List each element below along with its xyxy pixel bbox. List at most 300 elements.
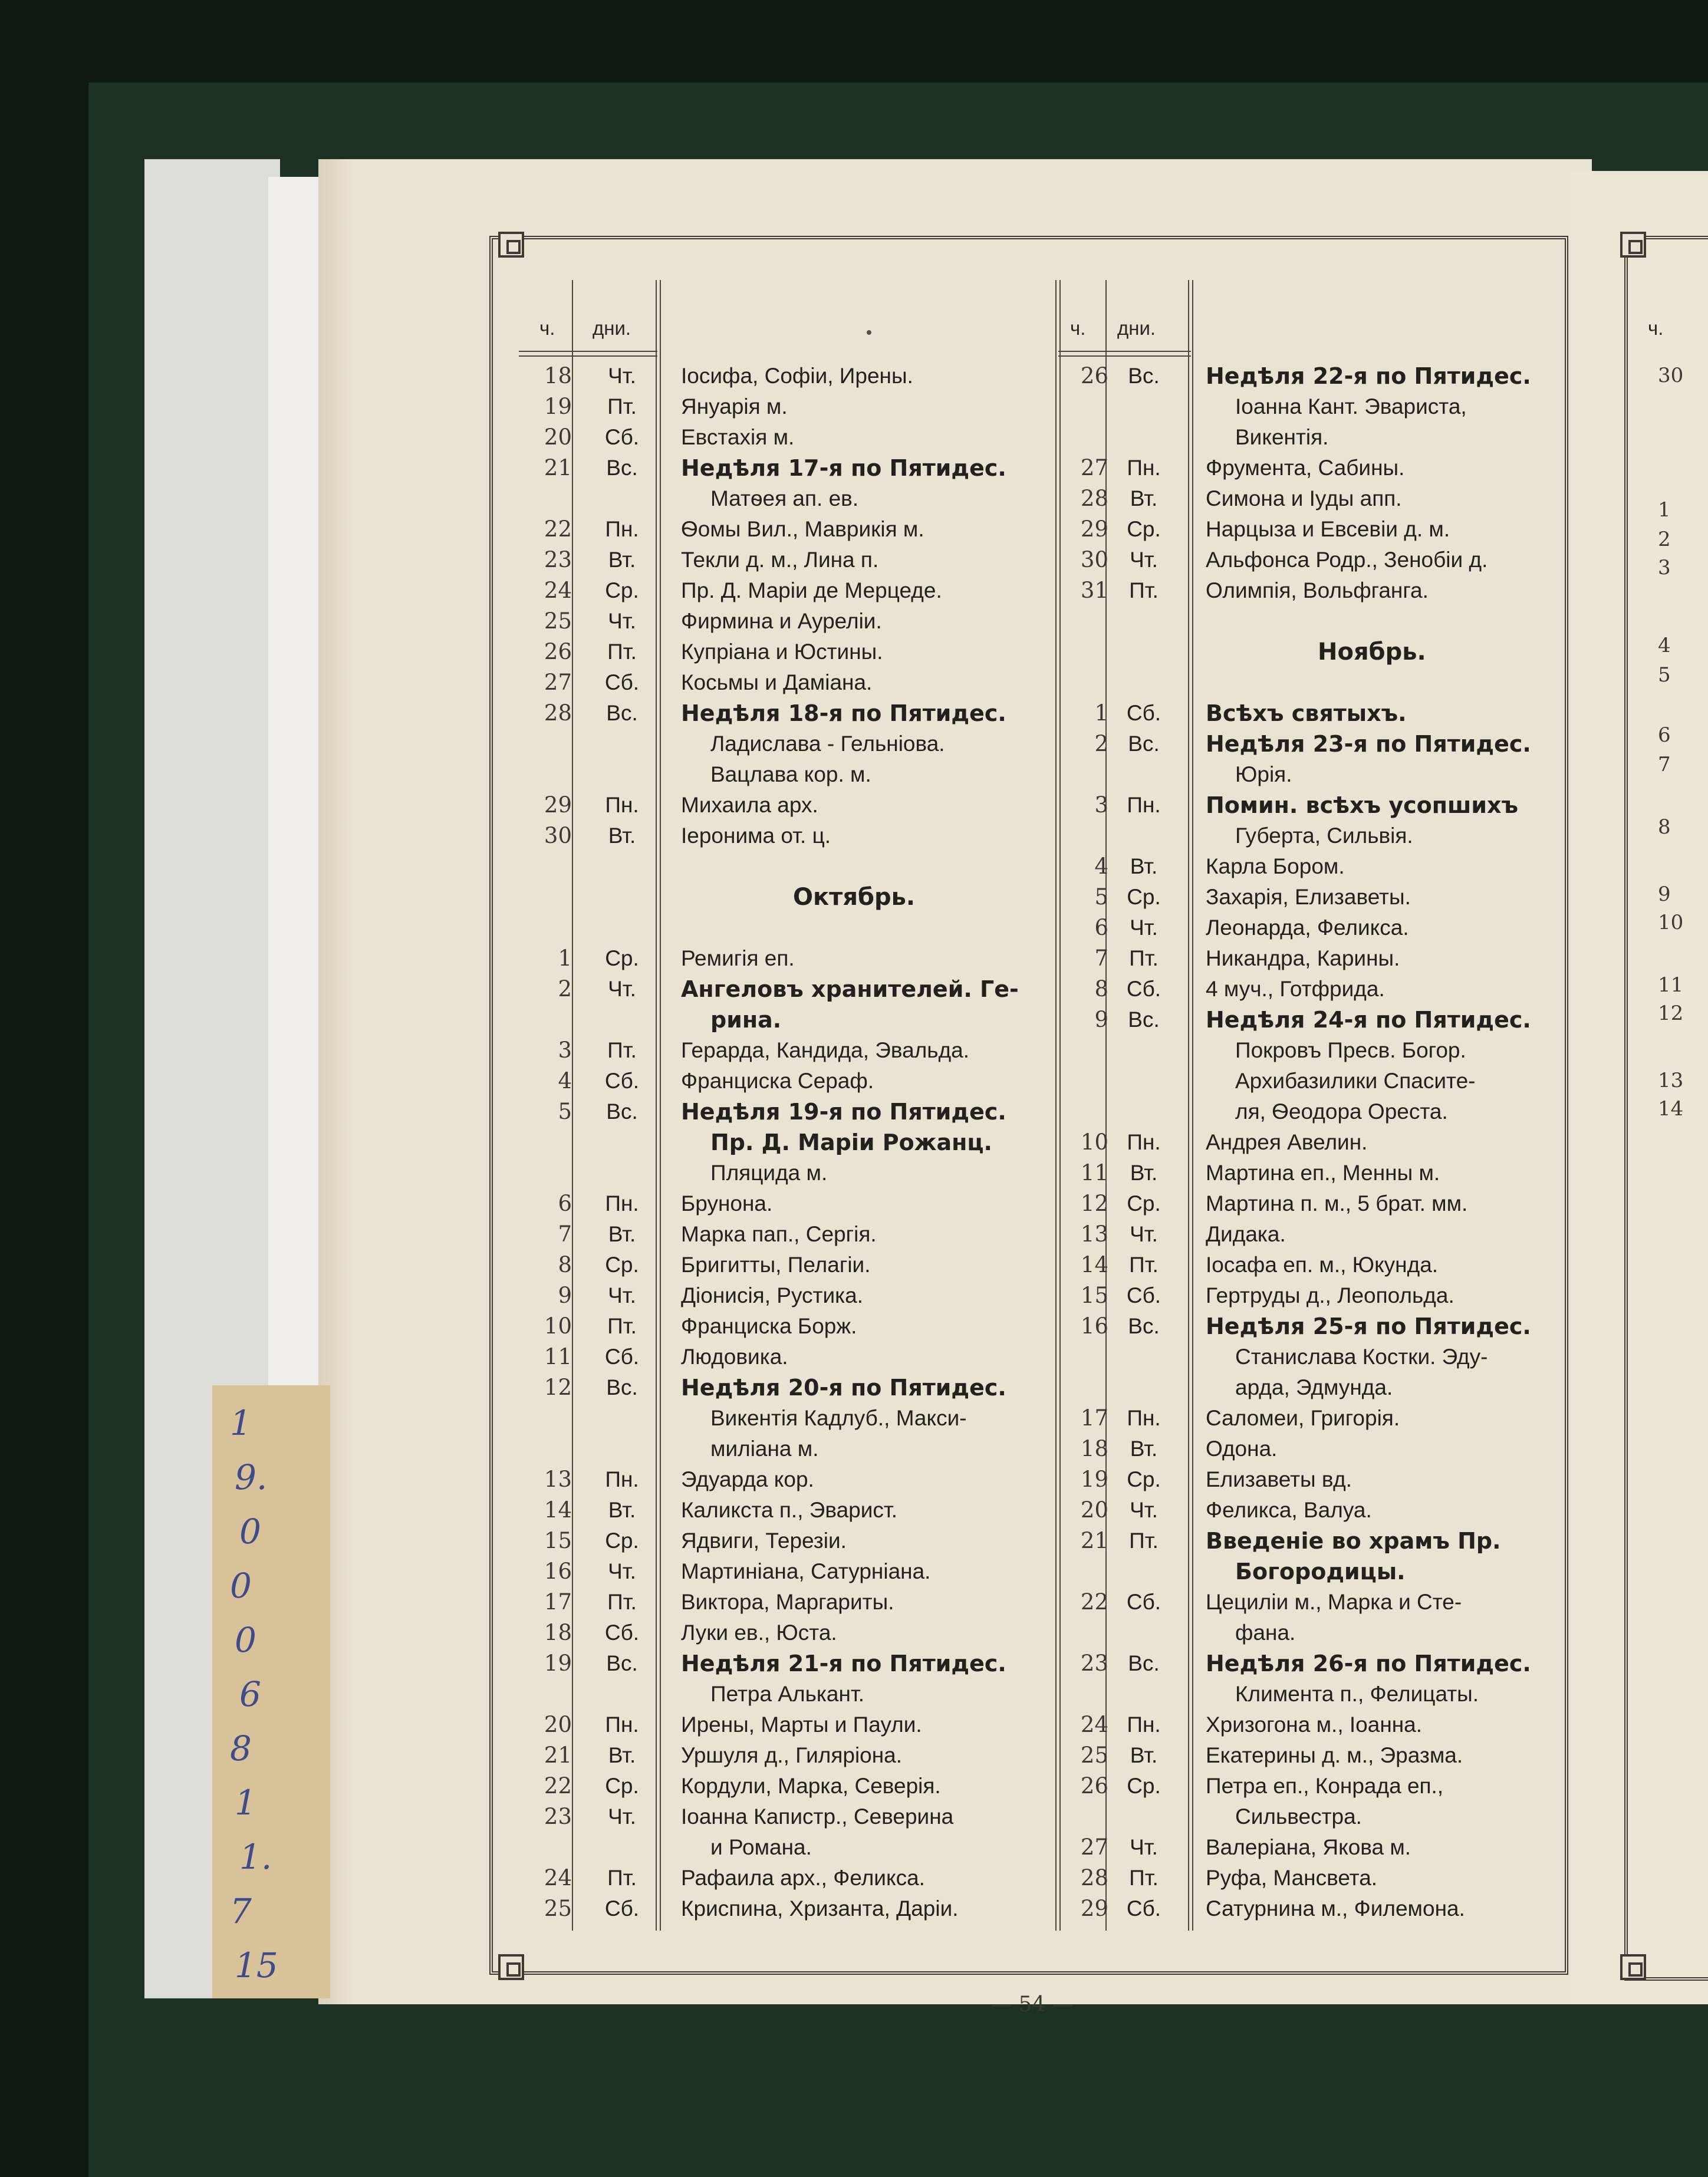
day-number: 22 xyxy=(1080,1589,1108,1615)
calendar-row xyxy=(519,790,1049,821)
handwritten-note-slip xyxy=(212,1385,330,1998)
calendar-row xyxy=(519,943,1049,974)
saint-entry: Саломеи, Григорія. xyxy=(1206,1406,1400,1430)
weekday: Вс. xyxy=(1128,1651,1160,1675)
saint-entry: Косьмы и Даміана. xyxy=(681,670,873,694)
day-number: 27 xyxy=(1080,1835,1108,1860)
saint-entry: Ядвиги, Терезіи. xyxy=(681,1529,847,1553)
weekday: Вс. xyxy=(606,1375,638,1399)
calendar-row xyxy=(1061,790,1574,821)
calendar-row xyxy=(1061,913,1574,943)
saint-entry: Пляцида м. xyxy=(710,1161,828,1185)
calendar-row xyxy=(519,637,1049,667)
calendar-row xyxy=(1061,453,1574,483)
calendar-row xyxy=(519,667,1049,698)
day-number: 6 xyxy=(1094,915,1108,940)
next-page-day-number: 12 xyxy=(1658,1002,1684,1025)
day-number: 30 xyxy=(1080,547,1108,572)
month-heading xyxy=(1061,637,1574,667)
weekday: Вс. xyxy=(1128,1007,1160,1032)
saint-entry: Всѣхъ святыхъ. xyxy=(1206,700,1407,726)
next-page-day-number: 7 xyxy=(1658,753,1671,776)
saint-entry: Альфонса Родр., Зенобіи д. xyxy=(1206,548,1488,572)
day-number: 7 xyxy=(558,1221,572,1247)
saint-entry: Андрея Авелин. xyxy=(1206,1130,1368,1154)
weekday: Сб. xyxy=(604,425,640,449)
frame-corner-ornament xyxy=(1620,1954,1646,1980)
day-number: 11 xyxy=(1080,1160,1108,1185)
saint-entry: Януарія м. xyxy=(681,394,788,419)
calendar-row xyxy=(519,545,1049,575)
weekday: Пт. xyxy=(1129,946,1159,970)
calendar-row xyxy=(1061,1372,1574,1403)
calendar-row xyxy=(519,1710,1049,1740)
calendar-row xyxy=(1061,1280,1574,1311)
saint-entry: Сильвестра. xyxy=(1235,1804,1362,1829)
day-number: 31 xyxy=(1080,578,1108,603)
next-page-day-number: 3 xyxy=(1658,556,1671,579)
day-number: 22 xyxy=(544,1773,572,1799)
right-calendar-column xyxy=(1061,361,1574,1924)
handwritten-digit: 6 xyxy=(239,1674,261,1714)
weekday: Пн. xyxy=(1127,1712,1161,1737)
weekday: Вс. xyxy=(606,701,638,725)
weekday: Пт. xyxy=(1129,1866,1159,1890)
weekday: Вс. xyxy=(1128,732,1160,756)
weekday: Ср. xyxy=(605,1774,639,1798)
calendar-row xyxy=(1061,759,1574,790)
day-number: 9 xyxy=(558,1283,572,1308)
calendar-row xyxy=(1061,882,1574,913)
calendar-row xyxy=(519,391,1049,422)
saint-entry: Каликста п., Эварист. xyxy=(681,1498,898,1522)
saint-entry: Діонисія, Рустика. xyxy=(681,1283,864,1307)
day-number: 19 xyxy=(544,1651,572,1676)
day-number: 1 xyxy=(558,946,572,971)
day-number: 25 xyxy=(1080,1743,1108,1768)
day-number: 24 xyxy=(1080,1712,1108,1737)
weekday: Вт. xyxy=(1130,1161,1158,1185)
day-number: 25 xyxy=(544,1896,572,1921)
day-number: 14 xyxy=(1080,1252,1108,1277)
calendar-row xyxy=(519,1250,1049,1280)
calendar-row xyxy=(519,1863,1049,1893)
frame-corner-ornament xyxy=(498,232,524,258)
weekday: Ср. xyxy=(1127,1467,1161,1491)
day-number: 9 xyxy=(1094,1007,1108,1032)
day-number: 5 xyxy=(1094,884,1108,910)
weekday: Чт. xyxy=(1130,548,1158,572)
calendar-row xyxy=(1061,1679,1574,1710)
saint-entry: Брунона. xyxy=(681,1191,773,1216)
day-number: 10 xyxy=(544,1313,572,1339)
saint-entry: Мартиніана, Сатурніана. xyxy=(681,1559,931,1583)
saint-entry: Станислава Костки. Эду- xyxy=(1235,1345,1488,1369)
weekday: Пн. xyxy=(605,1191,639,1216)
saint-entry: Купріана и Юстины. xyxy=(681,640,883,664)
weekday: Ср. xyxy=(605,1253,639,1277)
calendar-row xyxy=(519,1464,1049,1495)
weekday: Вс. xyxy=(606,1651,638,1675)
calendar-row xyxy=(519,729,1049,759)
calendar-row xyxy=(519,698,1049,729)
weekday: Пн. xyxy=(1127,793,1161,817)
saint-entry: Криспина, Хризанта, Даріи. xyxy=(681,1896,959,1921)
calendar-row xyxy=(1061,1219,1574,1250)
saint-entry: Пр. Д. Маріи де Мерцеде. xyxy=(681,578,942,602)
day-number: 24 xyxy=(544,578,572,603)
saint-entry: Дидака. xyxy=(1206,1222,1286,1246)
saint-entry: фана. xyxy=(1235,1621,1296,1645)
saint-entry: Недѣля 18-я по Пятидес. xyxy=(681,700,1006,726)
saint-entry: Валеріана, Якова м. xyxy=(1206,1835,1411,1859)
saint-entry: миліана м. xyxy=(710,1437,819,1461)
saint-entry: 4 муч., Готфрида. xyxy=(1206,977,1385,1001)
day-number: 26 xyxy=(544,639,572,664)
day-number: 16 xyxy=(1080,1313,1108,1339)
weekday: Ср. xyxy=(605,946,639,970)
weekday: Пт. xyxy=(1129,1253,1159,1277)
calendar-row xyxy=(519,1618,1049,1648)
saint-entry: Марка пап., Сергія. xyxy=(681,1222,877,1246)
saint-entry: Хризогона м., Іоанна. xyxy=(1206,1712,1423,1737)
calendar-row xyxy=(519,1219,1049,1250)
saint-entry: Симона и Іуды апп. xyxy=(1206,486,1402,511)
day-number: 17 xyxy=(544,1589,572,1615)
saint-entry: Фрумента, Сабины. xyxy=(1206,456,1405,480)
handwritten-digit: 0 xyxy=(230,1566,252,1606)
day-number: 24 xyxy=(544,1865,572,1891)
weekday: Пн. xyxy=(605,1467,639,1491)
calendar-row xyxy=(519,1740,1049,1771)
saint-entry: Ѳомы Вил., Маврикія м. xyxy=(681,517,924,541)
header-days-right: дни. xyxy=(1117,317,1156,339)
saint-entry: Недѣля 25-я по Пятидес. xyxy=(1206,1313,1531,1339)
day-number: 10 xyxy=(1080,1129,1108,1155)
calendar-row xyxy=(1061,729,1574,759)
calendar-row xyxy=(1061,1250,1574,1280)
next-page-day-number: 8 xyxy=(1658,815,1671,839)
saint-entry: Пр. Д. Маріи Рожанц. xyxy=(710,1129,992,1155)
saint-entry: Петра еп., Конрада еп., xyxy=(1206,1774,1444,1798)
day-number: 23 xyxy=(1080,1651,1108,1676)
calendar-row xyxy=(519,361,1049,391)
weekday: Вс. xyxy=(1128,1314,1160,1338)
weekday: Вт. xyxy=(608,1222,636,1246)
calendar-row xyxy=(519,1035,1049,1066)
handwritten-digit: 1 xyxy=(235,1783,256,1823)
weekday: Пн. xyxy=(1127,1130,1161,1154)
weekday: Ср. xyxy=(605,578,639,602)
handwritten-digit: 0 xyxy=(235,1620,256,1660)
calendar-row xyxy=(1061,667,1574,698)
saint-entry: Ремигія еп. xyxy=(681,946,795,970)
saint-entry: Недѣля 21-я по Пятидес. xyxy=(681,1651,1006,1677)
weekday: Пт. xyxy=(607,1038,637,1062)
calendar-row xyxy=(519,851,1049,882)
day-number: 7 xyxy=(1094,946,1108,971)
day-number: 4 xyxy=(558,1068,572,1094)
day-number: 29 xyxy=(1080,1896,1108,1921)
handwritten-digit: 9. xyxy=(235,1457,268,1497)
calendar-row xyxy=(519,1280,1049,1311)
weekday: Сб. xyxy=(604,1896,640,1921)
day-number: 18 xyxy=(544,363,572,388)
day-number: 23 xyxy=(544,547,572,572)
weekday: Вт. xyxy=(1130,1743,1158,1767)
weekday: Вт. xyxy=(608,548,636,572)
calendar-row xyxy=(1061,1096,1574,1127)
day-number: 27 xyxy=(544,670,572,695)
saint-entry: Матѳея ап. ев. xyxy=(710,486,859,511)
day-number: 28 xyxy=(544,700,572,726)
day-number: 29 xyxy=(1080,516,1108,542)
next-page-day-number: 2 xyxy=(1658,528,1671,551)
header-days-left: дни. xyxy=(593,317,631,339)
calendar-row xyxy=(1061,1618,1574,1648)
header-rule xyxy=(519,351,657,357)
saint-entry: Введеніе во храмъ Пр. xyxy=(1206,1528,1501,1554)
saint-entry: арда, Эдмунда. xyxy=(1235,1375,1393,1399)
saint-entry: Михаила арх. xyxy=(681,793,818,817)
header-number-right: ч. xyxy=(1070,317,1086,339)
calendar-row xyxy=(1061,1158,1574,1188)
handwritten-digit: 1. xyxy=(239,1837,272,1877)
handwritten-digit: 0 xyxy=(239,1511,261,1552)
calendar-row xyxy=(519,606,1049,637)
calendar-row xyxy=(1061,1587,1574,1618)
saint-entry: Гертруды д., Леопольда. xyxy=(1206,1283,1454,1307)
next-page-day-number: 10 xyxy=(1658,911,1684,934)
weekday: Пт. xyxy=(607,1590,637,1614)
handwritten-digit: 7 xyxy=(230,1891,252,1931)
weekday: Сб. xyxy=(1126,701,1161,725)
saint-entry: Мартина еп., Менны м. xyxy=(1206,1161,1440,1185)
saint-entry: Одона. xyxy=(1206,1437,1278,1461)
saint-entry: Текли д. м., Лина п. xyxy=(681,548,879,572)
calendar-row xyxy=(1061,1066,1574,1096)
next-page-day-number: 5 xyxy=(1658,663,1671,687)
saint-entry: Уршуля д., Гиляріона. xyxy=(681,1743,903,1767)
printer-mark xyxy=(867,330,871,335)
next-page-day-number: 6 xyxy=(1658,723,1671,747)
calendar-row xyxy=(519,1832,1049,1863)
saint-entry: Нарцыза и Евсевіи д. м. xyxy=(1206,517,1450,541)
weekday: Чт. xyxy=(608,1559,636,1583)
calendar-row xyxy=(519,453,1049,483)
saint-entry: Кордули, Марка, Северія. xyxy=(681,1774,941,1798)
next-page-day-number: 9 xyxy=(1658,882,1671,906)
weekday: Пн. xyxy=(1127,456,1161,480)
weekday: Ср. xyxy=(1127,885,1161,909)
calendar-row xyxy=(1061,1740,1574,1771)
weekday: Пт. xyxy=(607,1866,637,1890)
calendar-row xyxy=(1061,1188,1574,1219)
day-number: 15 xyxy=(1080,1283,1108,1308)
day-number: 19 xyxy=(1080,1467,1108,1492)
calendar-row xyxy=(519,1342,1049,1372)
day-number: 8 xyxy=(558,1252,572,1277)
weekday: Ср. xyxy=(1127,517,1161,541)
calendar-row xyxy=(519,575,1049,606)
frame-corner-ornament xyxy=(1620,232,1646,258)
calendar-row xyxy=(1061,1127,1574,1158)
saint-entry: Недѣля 20-я по Пятидес. xyxy=(681,1375,1006,1401)
weekday: Чт. xyxy=(608,977,636,1001)
left-calendar-column xyxy=(519,361,1049,1924)
calendar-row xyxy=(519,1158,1049,1188)
weekday: Чт. xyxy=(1130,1835,1158,1859)
weekday: Пн. xyxy=(605,793,639,817)
day-number: 28 xyxy=(1080,486,1108,511)
day-number: 11 xyxy=(544,1344,572,1369)
calendar-row xyxy=(1061,1342,1574,1372)
saint-entry: Захарія, Елизаветы. xyxy=(1206,885,1411,909)
weekday: Чт. xyxy=(608,1804,636,1829)
weekday: Сб. xyxy=(604,1069,640,1093)
day-number: 20 xyxy=(1080,1497,1108,1523)
saint-entry: Петра Алькант. xyxy=(710,1682,865,1706)
saint-entry: Іоанна Капистр., Северина xyxy=(681,1804,954,1829)
saint-entry: Екатерины д. м., Эразма. xyxy=(1206,1743,1463,1767)
calendar-row xyxy=(519,1526,1049,1556)
weekday: Сб. xyxy=(1126,1590,1161,1614)
calendar-row xyxy=(1061,943,1574,974)
calendar-row xyxy=(1061,1832,1574,1863)
weekday: Сб. xyxy=(604,670,640,694)
saint-entry: Климента п., Фелицаты. xyxy=(1235,1682,1479,1706)
saint-entry: Недѣля 23-я по Пятидес. xyxy=(1206,731,1531,757)
calendar-row xyxy=(1061,514,1574,545)
weekday: Вт. xyxy=(1130,486,1158,511)
calendar-row xyxy=(1061,1556,1574,1587)
saint-entry: Викентія Кадлуб., Макси- xyxy=(710,1406,967,1430)
calendar-row xyxy=(519,422,1049,453)
day-number: 12 xyxy=(1080,1191,1108,1216)
day-number: 3 xyxy=(558,1038,572,1063)
weekday: Пт. xyxy=(607,394,637,419)
saint-entry: Недѣля 26-я по Пятидес. xyxy=(1206,1651,1531,1677)
calendar-row xyxy=(519,1893,1049,1924)
calendar-row xyxy=(519,1127,1049,1158)
saint-entry: Виктора, Маргариты. xyxy=(681,1590,894,1614)
calendar-row xyxy=(519,1587,1049,1618)
saint-entry: Фирмина и Ауреліи. xyxy=(681,609,882,633)
day-number: 13 xyxy=(544,1467,572,1492)
calendar-row xyxy=(519,514,1049,545)
saint-entry: Недѣля 22-я по Пятидес. xyxy=(1206,363,1531,389)
calendar-row xyxy=(1061,1526,1574,1556)
saint-entry: Богородицы. xyxy=(1235,1559,1406,1585)
calendar-row xyxy=(519,1556,1049,1587)
handwritten-digit: 8 xyxy=(230,1728,252,1768)
weekday: Чт. xyxy=(608,364,636,388)
day-number: 19 xyxy=(544,394,572,419)
saint-entry: Эдуарда кор. xyxy=(681,1467,814,1491)
day-number: 26 xyxy=(1080,1773,1108,1799)
calendar-row xyxy=(519,1434,1049,1464)
weekday: Чт. xyxy=(608,1283,636,1307)
handwritten-digit: 15 xyxy=(235,1945,278,1985)
weekday: Пт. xyxy=(1129,578,1159,602)
handwritten-digit: 1 xyxy=(230,1403,252,1443)
day-number: 21 xyxy=(1080,1528,1108,1553)
calendar-row xyxy=(1061,1004,1574,1035)
next-page-day-number: 4 xyxy=(1658,634,1671,657)
calendar-row xyxy=(1061,1434,1574,1464)
saint-entry: Феликса, Валуа. xyxy=(1206,1498,1372,1522)
weekday: Чт. xyxy=(608,609,636,633)
saint-entry: Сатурнина м., Филемона. xyxy=(1206,1896,1465,1921)
calendar-row xyxy=(519,1495,1049,1526)
calendar-row xyxy=(519,1004,1049,1035)
day-number: 6 xyxy=(558,1191,572,1216)
saint-entry: ля, Ѳеодора Ореста. xyxy=(1235,1099,1448,1124)
calendar-row xyxy=(519,974,1049,1004)
day-number: 16 xyxy=(544,1559,572,1584)
day-number: 28 xyxy=(1080,1865,1108,1891)
next-page-header-number: ч. xyxy=(1648,317,1664,339)
weekday: Сб. xyxy=(1126,1896,1161,1921)
calendar-row xyxy=(1061,1464,1574,1495)
saint-entry: Евстахія м. xyxy=(681,425,795,449)
next-page-day-number: 13 xyxy=(1658,1069,1684,1092)
saint-entry: Бригитты, Пелагіи. xyxy=(681,1253,871,1277)
weekday: Вс. xyxy=(606,1099,638,1124)
weekday: Пн. xyxy=(605,1712,639,1737)
next-page-day-number: 14 xyxy=(1658,1097,1684,1121)
saint-entry: Леонарда, Феликса. xyxy=(1206,915,1409,940)
saint-entry: Покровъ Пресв. Богор. xyxy=(1235,1038,1466,1062)
weekday: Вт. xyxy=(608,1743,636,1767)
weekday: Сб. xyxy=(1126,977,1161,1001)
saint-entry: Недѣля 24-я по Пятидес. xyxy=(1206,1007,1531,1033)
saint-entry: Губерта, Сильвія. xyxy=(1235,824,1413,848)
calendar-row xyxy=(1061,391,1574,422)
calendar-row xyxy=(1061,1495,1574,1526)
header-rule xyxy=(1058,351,1191,357)
day-number: 15 xyxy=(544,1528,572,1553)
day-number: 18 xyxy=(1080,1436,1108,1461)
saint-entry: Руфа, Мансвета. xyxy=(1206,1866,1378,1890)
calendar-row xyxy=(519,1801,1049,1832)
saint-entry: Герарда, Кандида, Эвальда. xyxy=(681,1038,970,1062)
month-title: Октябрь. xyxy=(793,884,916,911)
calendar-row xyxy=(1061,1710,1574,1740)
day-number: 2 xyxy=(1094,731,1108,756)
calendar-row xyxy=(519,759,1049,790)
weekday: Пн. xyxy=(1127,1406,1161,1430)
weekday: Сб. xyxy=(604,1621,640,1645)
day-number: 14 xyxy=(544,1497,572,1523)
weekday: Чт. xyxy=(1130,1222,1158,1246)
calendar-row xyxy=(1061,1863,1574,1893)
calendar-row xyxy=(1061,974,1574,1004)
next-page-day-number: 1 xyxy=(1658,498,1671,522)
day-number: 5 xyxy=(558,1099,572,1124)
saint-entry: Ладислава - Гельніова. xyxy=(710,732,945,756)
day-number: 30 xyxy=(544,823,572,848)
calendar-row xyxy=(519,821,1049,851)
saint-entry: Ангеловъ хранителей. Ге- xyxy=(681,976,1019,1002)
weekday: Пт. xyxy=(1129,1529,1159,1553)
calendar-row xyxy=(519,1188,1049,1219)
saint-entry: Архибазилики Спасите- xyxy=(1235,1069,1476,1093)
calendar-row xyxy=(1061,1311,1574,1342)
calendar-row xyxy=(1061,361,1574,391)
calendar-row xyxy=(519,483,1049,514)
saint-entry: Рафаила арх., Феликса. xyxy=(681,1866,925,1890)
